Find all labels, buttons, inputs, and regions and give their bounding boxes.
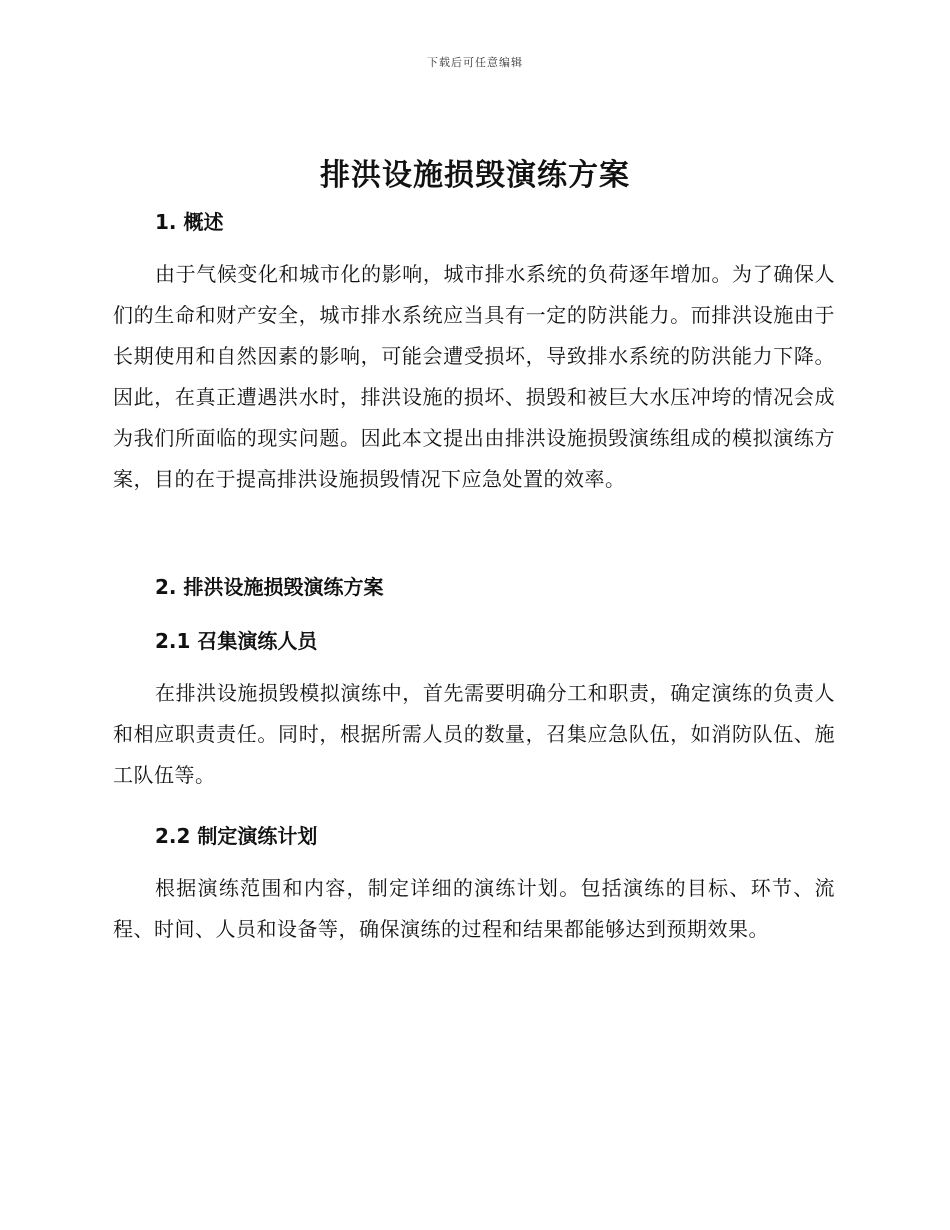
section-heading-make-plan: 2.2 制定演练计划: [155, 824, 318, 848]
section-heading-assemble-staff: 2.1 召集演练人员: [155, 629, 318, 653]
section-heading-overview: 1. 概述: [155, 210, 224, 234]
section-paragraph-assemble-staff: 在排洪设施损毁模拟演练中，首先需要明确分工和职责，确定演练的负责人和相应职责责任。同时，根据所需人员的数量，召集应急队伍，如消防队伍、施工队伍等。: [113, 681, 835, 787]
document-title: 排洪设施损毁演练方案: [320, 158, 630, 193]
section-heading-plan: 2. 排洪设施损毁演练方案: [155, 575, 384, 599]
page-header-note: 下载后可任意编辑: [427, 56, 523, 69]
section-paragraph-overview: 由于气候变化和城市化的影响，城市排水系统的负荷逐年增加。为了确保人们的生命和财产安全，城市排水系统应当具有一定的防洪能力。而排洪设施由于长期使用和自然因素的影响，可能会遭受损坏，导致排水系统的防洪能力下降。因此，在真正遭遇洪水时，排洪设施的损坏、损毁和被巨大水压冲垮的情况会成为我们所面临的现实问题。因此本文提出由排洪设施损毁演练组成的模拟演练方案，目的在于提高排洪设施损毁情况下应急处置的效率。: [113, 262, 835, 491]
section-paragraph-make-plan: 根据演练范围和内容，制定详细的演练计划。包括演练的目标、环节、流程、时间、人员和设备等，确保演练的过程和结果都能够达到预期效果。: [113, 876, 835, 941]
